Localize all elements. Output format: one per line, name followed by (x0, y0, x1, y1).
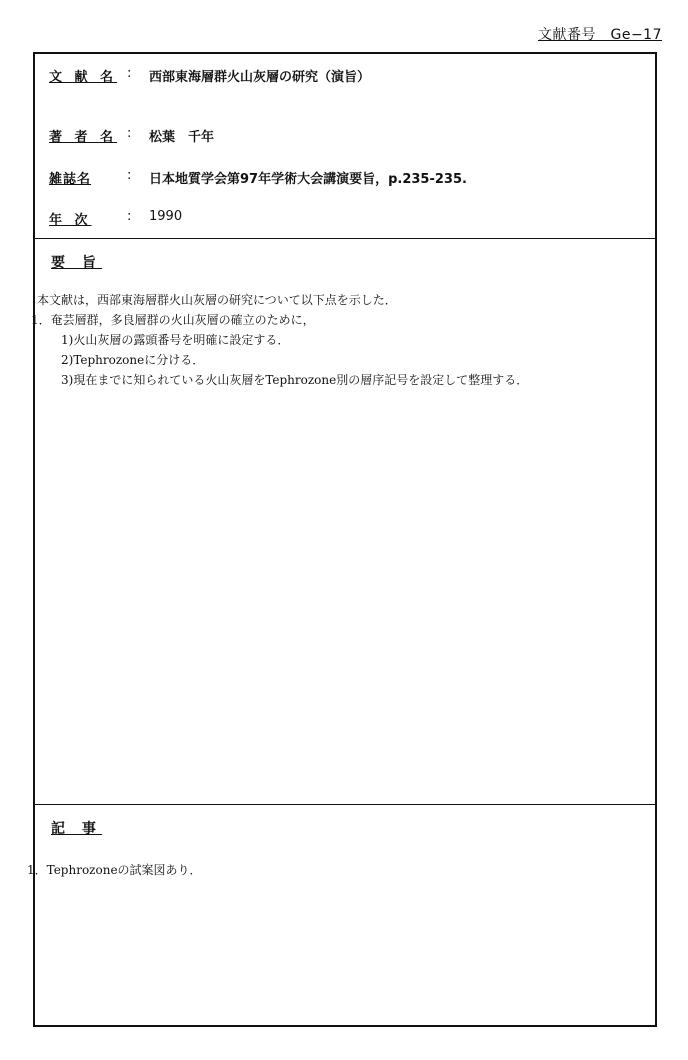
year-row (35, 209, 655, 231)
title-label: 文 献 名 (49, 70, 118, 85)
notes-body (27, 860, 655, 880)
abstract-body (31, 290, 655, 390)
notes-line: 1．Tephrozoneの試案図あり． (27, 863, 202, 877)
abstract-line: 3)現在までに知られている火山灰層をTephrozone別の層序記号を設定して整理する． (61, 373, 529, 387)
title-colon: : (127, 66, 132, 81)
year-label: 年 次 (49, 213, 92, 228)
bibliographic-header (35, 54, 655, 239)
journal-row (35, 168, 655, 190)
title-row (35, 66, 655, 88)
author-label: 著 者 名 (49, 130, 118, 145)
notes-heading: 記 事 (51, 821, 102, 837)
author-row (35, 126, 655, 148)
abstract-line: 本文献は，西部東海層群火山灰層の研究について以下点を示した． (37, 293, 397, 307)
abstract-section (31, 238, 655, 805)
journal-colon: : (127, 168, 132, 183)
year-value: 1990 (149, 209, 183, 224)
abstract-heading: 要 旨 (51, 255, 102, 271)
abstract-line: 1)火山灰層の露頭番号を明確に設定する． (61, 333, 290, 347)
journal-label: 雑誌名 (49, 172, 92, 187)
title-value: 西部東海層群火山灰層の研究（演旨） (149, 70, 371, 85)
author-colon: : (127, 126, 132, 141)
journal-value: 日本地質学会第97年学術大会講演要旨，p.235-235. (149, 172, 467, 187)
abstract-line: 2)Tephrozoneに分ける． (61, 353, 205, 367)
document-frame (27, 52, 657, 1027)
year-colon: : (127, 209, 132, 224)
author-value: 松葉 千年 (149, 130, 215, 145)
notes-section (27, 804, 655, 1025)
abstract-line: 1．奄芸層群，多良層群の火山灰層の確立のために， (31, 313, 315, 327)
document-number: 文献番号 Ge−17 (537, 27, 662, 43)
